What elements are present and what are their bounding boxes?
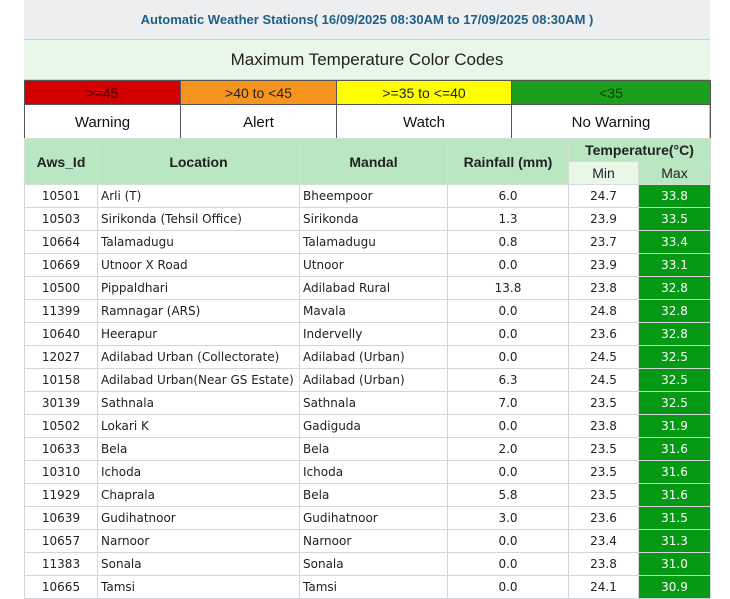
legend-range-no-warning: <35 <box>512 81 711 105</box>
table-row <box>25 323 711 346</box>
cell-rainfall: 6.3 <box>448 369 569 392</box>
cell-aws-id: 10501 <box>25 185 98 208</box>
cell-min-temp: 24.7 <box>569 185 639 208</box>
cell-max-temp: 33.5 <box>639 208 711 231</box>
cell-min-temp: 23.8 <box>569 553 639 576</box>
cell-location: Sirikonda (Tehsil Office) <box>98 208 300 231</box>
cell-mandal: Bheempoor <box>300 185 448 208</box>
legend-title: Maximum Temperature Color Codes <box>24 40 710 80</box>
legend-label-warning: Warning <box>25 105 181 140</box>
cell-max-temp: 31.5 <box>639 507 711 530</box>
cell-max-temp: 32.8 <box>639 300 711 323</box>
cell-mandal: Tamsi <box>300 576 448 599</box>
table-row <box>25 438 711 461</box>
header-rainfall: Rainfall (mm) <box>448 139 569 185</box>
cell-min-temp: 24.8 <box>569 300 639 323</box>
table-row <box>25 415 711 438</box>
cell-rainfall: 7.0 <box>448 392 569 415</box>
cell-location: Pippaldhari <box>98 277 300 300</box>
cell-mandal: Bela <box>300 438 448 461</box>
table-row <box>25 185 711 208</box>
cell-max-temp: 32.8 <box>639 277 711 300</box>
cell-max-temp: 31.9 <box>639 415 711 438</box>
cell-max-temp: 32.8 <box>639 323 711 346</box>
cell-rainfall: 0.0 <box>448 346 569 369</box>
cell-mandal: Adilabad (Urban) <box>300 346 448 369</box>
cell-aws-id: 10502 <box>25 415 98 438</box>
cell-rainfall: 2.0 <box>448 438 569 461</box>
cell-aws-id: 10500 <box>25 277 98 300</box>
cell-rainfall: 5.8 <box>448 484 569 507</box>
table-row <box>25 300 711 323</box>
cell-mandal: Adilabad (Urban) <box>300 369 448 392</box>
cell-rainfall: 0.0 <box>448 576 569 599</box>
cell-rainfall: 0.0 <box>448 553 569 576</box>
cell-location: Tamsi <box>98 576 300 599</box>
cell-aws-id: 10664 <box>25 231 98 254</box>
table-row <box>25 392 711 415</box>
cell-mandal: Indervelly <box>300 323 448 346</box>
cell-aws-id: 10310 <box>25 461 98 484</box>
header-mandal: Mandal <box>300 139 448 185</box>
cell-location: Sathnala <box>98 392 300 415</box>
cell-mandal: Utnoor <box>300 254 448 277</box>
cell-aws-id: 11929 <box>25 484 98 507</box>
cell-max-temp: 31.6 <box>639 438 711 461</box>
cell-location: Utnoor X Road <box>98 254 300 277</box>
cell-location: Sonala <box>98 553 300 576</box>
cell-location: Adilabad Urban (Collectorate) <box>98 346 300 369</box>
cell-aws-id: 11383 <box>25 553 98 576</box>
cell-min-temp: 23.6 <box>569 323 639 346</box>
cell-aws-id: 10633 <box>25 438 98 461</box>
cell-aws-id: 10503 <box>25 208 98 231</box>
cell-max-temp: 32.5 <box>639 346 711 369</box>
legend-label-watch: Watch <box>337 105 512 140</box>
cell-max-temp: 31.0 <box>639 553 711 576</box>
cell-mandal: Adilabad Rural <box>300 277 448 300</box>
cell-min-temp: 23.8 <box>569 277 639 300</box>
cell-rainfall: 3.0 <box>448 507 569 530</box>
page-title: Automatic Weather Stations( 16/09/2025 08:30AM to 17/09/2025 08:30AM ) <box>24 0 710 40</box>
legend-label-no-warning: No Warning <box>512 105 711 140</box>
cell-mandal: Gadiguda <box>300 415 448 438</box>
table-row <box>25 553 711 576</box>
legend-range-alert: >40 to <45 <box>181 81 337 105</box>
cell-rainfall: 6.0 <box>448 185 569 208</box>
cell-location: Talamadugu <box>98 231 300 254</box>
cell-aws-id: 10158 <box>25 369 98 392</box>
cell-aws-id: 10669 <box>25 254 98 277</box>
legend-label-alert: Alert <box>181 105 337 140</box>
cell-location: Bela <box>98 438 300 461</box>
cell-mandal: Ichoda <box>300 461 448 484</box>
cell-aws-id: 10640 <box>25 323 98 346</box>
cell-rainfall: 0.8 <box>448 231 569 254</box>
table-row <box>25 507 711 530</box>
cell-location: Ramnagar (ARS) <box>98 300 300 323</box>
cell-max-temp: 33.8 <box>639 185 711 208</box>
cell-location: Lokari K <box>98 415 300 438</box>
cell-aws-id: 10657 <box>25 530 98 553</box>
table-row <box>25 254 711 277</box>
table-row <box>25 369 711 392</box>
cell-aws-id: 11399 <box>25 300 98 323</box>
cell-mandal: Gudihatnoor <box>300 507 448 530</box>
color-code-legend <box>24 80 711 140</box>
cell-mandal: Sirikonda <box>300 208 448 231</box>
cell-min-temp: 23.7 <box>569 231 639 254</box>
cell-location: Heerapur <box>98 323 300 346</box>
cell-location: Ichoda <box>98 461 300 484</box>
table-row <box>25 530 711 553</box>
cell-max-temp: 32.5 <box>639 392 711 415</box>
cell-mandal: Sathnala <box>300 392 448 415</box>
cell-aws-id: 12027 <box>25 346 98 369</box>
cell-location: Arli (T) <box>98 185 300 208</box>
cell-mandal: Talamadugu <box>300 231 448 254</box>
header-temperature: Temperature(°C) <box>569 139 711 162</box>
weather-stations-table <box>24 138 711 599</box>
cell-min-temp: 23.4 <box>569 530 639 553</box>
cell-min-temp: 23.5 <box>569 461 639 484</box>
table-row <box>25 576 711 599</box>
legend-range-warning: >=45 <box>25 81 181 105</box>
table-row <box>25 277 711 300</box>
table-row <box>25 231 711 254</box>
cell-aws-id: 30139 <box>25 392 98 415</box>
cell-location: Chaprala <box>98 484 300 507</box>
cell-max-temp: 31.6 <box>639 484 711 507</box>
cell-max-temp: 32.5 <box>639 369 711 392</box>
cell-min-temp: 23.5 <box>569 438 639 461</box>
cell-location: Narnoor <box>98 530 300 553</box>
cell-rainfall: 0.0 <box>448 415 569 438</box>
cell-rainfall: 13.8 <box>448 277 569 300</box>
table-row <box>25 461 711 484</box>
cell-min-temp: 23.6 <box>569 507 639 530</box>
table-row <box>25 208 711 231</box>
cell-location: Gudihatnoor <box>98 507 300 530</box>
cell-rainfall: 0.0 <box>448 530 569 553</box>
legend-range-watch: >=35 to <=40 <box>337 81 512 105</box>
cell-rainfall: 0.0 <box>448 461 569 484</box>
cell-min-temp: 23.5 <box>569 392 639 415</box>
cell-rainfall: 0.0 <box>448 254 569 277</box>
cell-min-temp: 23.8 <box>569 415 639 438</box>
header-min: Min <box>569 162 639 185</box>
header-aws-id: Aws_Id <box>25 139 98 185</box>
cell-max-temp: 33.4 <box>639 231 711 254</box>
cell-aws-id: 10639 <box>25 507 98 530</box>
cell-min-temp: 23.9 <box>569 254 639 277</box>
cell-min-temp: 23.5 <box>569 484 639 507</box>
cell-min-temp: 24.1 <box>569 576 639 599</box>
cell-max-temp: 33.1 <box>639 254 711 277</box>
cell-min-temp: 24.5 <box>569 346 639 369</box>
header-max: Max <box>639 162 711 185</box>
header-location: Location <box>98 139 300 185</box>
cell-location: Adilabad Urban(Near GS Estate) <box>98 369 300 392</box>
cell-mandal: Bela <box>300 484 448 507</box>
cell-max-temp: 30.9 <box>639 576 711 599</box>
cell-aws-id: 10665 <box>25 576 98 599</box>
table-row <box>25 346 711 369</box>
cell-rainfall: 0.0 <box>448 323 569 346</box>
cell-mandal: Mavala <box>300 300 448 323</box>
cell-min-temp: 23.9 <box>569 208 639 231</box>
cell-max-temp: 31.3 <box>639 530 711 553</box>
cell-max-temp: 31.6 <box>639 461 711 484</box>
cell-mandal: Sonala <box>300 553 448 576</box>
cell-mandal: Narnoor <box>300 530 448 553</box>
cell-rainfall: 0.0 <box>448 300 569 323</box>
table-row <box>25 484 711 507</box>
cell-min-temp: 24.5 <box>569 369 639 392</box>
cell-rainfall: 1.3 <box>448 208 569 231</box>
